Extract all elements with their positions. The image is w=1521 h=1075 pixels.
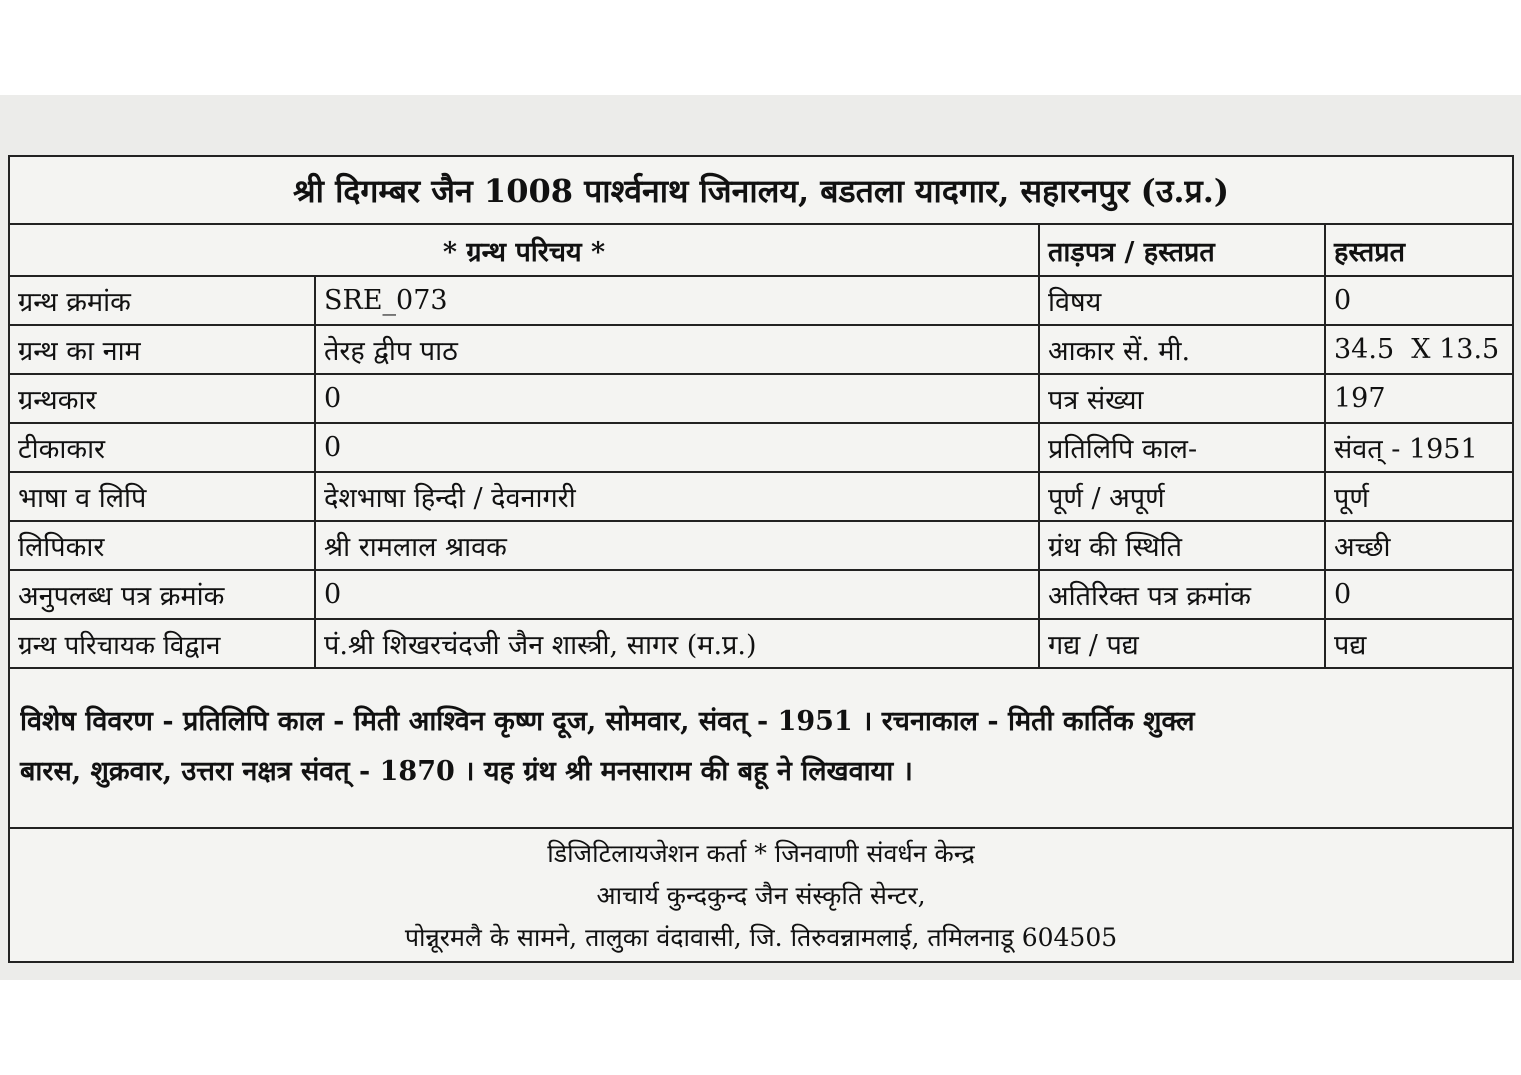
footer-line-3: पोन्नूरमलै के सामने, तालुका वंदावासी, जि. तिरुवन्नामलाई, तमिलनाडू 604505 <box>404 923 1118 952</box>
row-label: भाषा व लिपि <box>10 473 316 520</box>
row-label: टीकाकार <box>10 424 316 471</box>
footer-line-2: आचार्य कुन्दकुन्द जैन संस्कृति सेन्टर, <box>596 881 926 910</box>
row-value-right: 197 <box>1334 383 1386 414</box>
info-row <box>10 522 1512 571</box>
row-value-right: पद्य <box>1334 630 1367 661</box>
row-label: लिपिकार <box>10 522 316 569</box>
row-label-right: आकार सें. मी. <box>1040 326 1326 373</box>
info-row <box>10 375 1512 424</box>
row-label-right: ग्रंथ की स्थिति <box>1040 522 1326 569</box>
row-value-right: संवत् - 1951 <box>1334 434 1478 465</box>
footer-line-1: डिजिटिलायजेशन कर्ता * जिनवाणी संवर्धन केन्द्र <box>547 839 975 868</box>
row-label-right: अतिरिक्त पत्र क्रमांक <box>1040 571 1326 618</box>
row-label: ग्रन्थ क्रमांक <box>10 277 316 324</box>
description-line-1: विशेष विवरण - प्रतिलिपि काल - मिती आश्विन कृष्ण दूज, सोमवार, संवत् - 1951 । रचनाकाल - मिती कार्तिक शुक्ल <box>20 706 1195 737</box>
row-value-right: पूर्ण <box>1334 483 1369 514</box>
row-value-right: 0 <box>1334 579 1352 610</box>
intro-heading: * ग्रन्थ परिचय * <box>10 225 1040 275</box>
description-line-2: बारस, शुक्रवार, उत्तरा नक्षत्र संवत् - 1870 । यह ग्रंथ श्री मनसाराम की बहू ने लिखवाया । <box>20 756 913 787</box>
subheader-row <box>10 225 1512 277</box>
row-value: 0 <box>316 571 1040 618</box>
info-row <box>10 473 1512 522</box>
info-row <box>10 326 1512 375</box>
row-value-right: 34.5 X 13.5 <box>1334 334 1500 365</box>
row-value-right: अच्छी <box>1334 532 1391 563</box>
row-label: ग्रन्थ का नाम <box>10 326 316 373</box>
row-label: ग्रन्थ परिचायक विद्वान <box>10 620 316 667</box>
info-row <box>10 571 1512 620</box>
row-value: श्री रामलाल श्रावक <box>316 522 1040 569</box>
title-row <box>10 157 1512 225</box>
info-row <box>10 424 1512 473</box>
row-value: 0 <box>316 424 1040 471</box>
row-label-right: प्रतिलिपि काल- <box>1040 424 1326 471</box>
row-label-right: विषय <box>1040 277 1326 324</box>
info-row <box>10 620 1512 669</box>
row-label-right: गद्य / पद्य <box>1040 620 1326 667</box>
manuscript-info-card <box>8 155 1514 963</box>
row-label: अनुपलब्ध पत्र क्रमांक <box>10 571 316 618</box>
row-value: SRE_073 <box>316 277 1040 324</box>
medium-value: हस्तप्रत <box>1334 236 1405 268</box>
temple-title: श्री दिगम्बर जैन 1008 पार्श्वनाथ जिनालय, बडतला यादगार, सहारनपुर (उ.प्र.) <box>293 171 1229 210</box>
row-value: 0 <box>316 375 1040 422</box>
row-label-right: पूर्ण / अपूर्ण <box>1040 473 1326 520</box>
info-row <box>10 277 1512 326</box>
row-label: ग्रन्थकार <box>10 375 316 422</box>
row-value-right: 0 <box>1334 285 1352 316</box>
row-value: देशभाषा हिन्दी / देवनागरी <box>316 473 1040 520</box>
row-label-right: पत्र संख्या <box>1040 375 1326 422</box>
digitization-footer <box>10 829 1512 963</box>
row-value: तेरह द्वीप पाठ <box>316 326 1040 373</box>
row-value: पं.श्री शिखरचंदजी जैन शास्त्री, सागर (म.प्र.) <box>316 620 1040 667</box>
special-description <box>10 669 1512 829</box>
medium-label: ताड़पत्र / हस्तप्रत <box>1040 225 1326 275</box>
